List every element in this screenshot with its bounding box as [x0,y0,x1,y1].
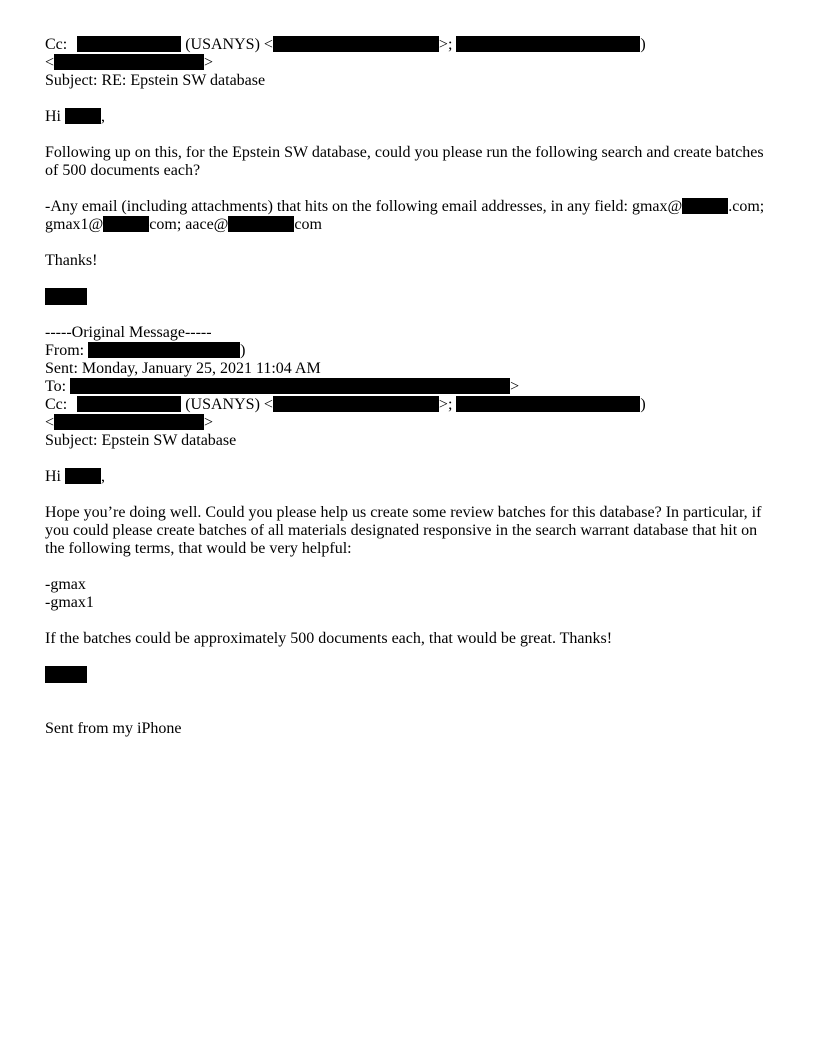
reply-paragraph-1: Following up on this, for the Epstein SW database, could you please run the following search and create batches of 500 documents each? [45,144,764,179]
redacted-signature [45,666,87,683]
reply-cc-line [45,36,775,54]
cc-org: (USANYS) < [181,396,273,413]
greeting-comma: , [101,108,105,125]
search-instruction-text: .com; gmax1@ [45,198,765,233]
cc-close-paren: ) [640,396,646,413]
reply-subject: Subject: RE: Epstein SW database [45,72,266,89]
redaction-block [103,216,149,232]
original-greeting [45,468,775,486]
redaction-block [54,54,204,70]
original-paragraph-2: If the batches could be approximately 500 documents each, that would be great. Thanks! [45,630,613,647]
redaction-block [65,108,101,124]
original-signature [45,666,775,684]
reply-paragraph-2 [45,198,775,234]
original-to-line [45,378,775,396]
to-label: To: [45,378,71,395]
cc-separator: >; [438,36,457,53]
angle-open: < [45,414,55,431]
original-paragraph-1: Hope you’re doing well. Could you please help us create some review batches for this database? In particular, if you could please create batches of all materials designated responsive in the search warrant database that hit on the following terms, that would be very helpful: [45,504,762,557]
cc-org: (USANYS) < [181,36,273,53]
redaction-block [456,36,640,52]
redaction-block [682,198,728,214]
redacted-signature [45,288,87,305]
redaction-block [456,396,640,412]
search-instruction-text: com [294,216,322,233]
search-instruction-text: -Any email (including attachments) that hits on the following email addresses, in any field: gmax@ [45,198,683,215]
angle-close: > [510,378,520,395]
search-term: -gmax [45,576,86,593]
original-subject: Subject: Epstein SW database [45,432,237,449]
from-label: From: [45,342,89,359]
redaction-block [88,342,240,358]
redaction-block [77,396,181,412]
email-document [45,36,775,738]
redaction-block [70,378,510,394]
reply-signature [45,288,775,306]
greeting-comma: , [101,468,105,485]
original-message-header: -----Original Message----- [45,324,212,341]
reply-thanks: Thanks! [45,252,98,269]
from-close-paren: ) [240,342,246,359]
redaction-block [77,36,181,52]
reply-cc-line-2 [45,54,775,72]
original-sent-line: Sent: Monday, January 25, 2021 11:04 AM [45,360,321,377]
mobile-signoff: Sent from my iPhone [45,720,182,737]
angle-open: < [45,54,55,71]
redaction-block [228,216,294,232]
original-from-line [45,342,775,360]
cc-close-paren: ) [640,36,646,53]
original-cc-line-2 [45,414,775,432]
redaction-block [273,36,439,52]
redaction-block [54,414,204,430]
angle-close: > [204,414,214,431]
greeting-text: Hi [45,108,65,125]
redaction-block [273,396,439,412]
search-term: -gmax1 [45,594,94,611]
cc-label: Cc: [45,396,68,413]
original-cc-line [45,396,775,414]
angle-close: > [204,54,214,71]
greeting-text: Hi [45,468,65,485]
cc-label: Cc: [45,36,68,53]
redaction-block [65,468,101,484]
cc-separator: >; [438,396,457,413]
search-instruction-text: com; aace@ [149,216,229,233]
reply-greeting [45,108,775,126]
